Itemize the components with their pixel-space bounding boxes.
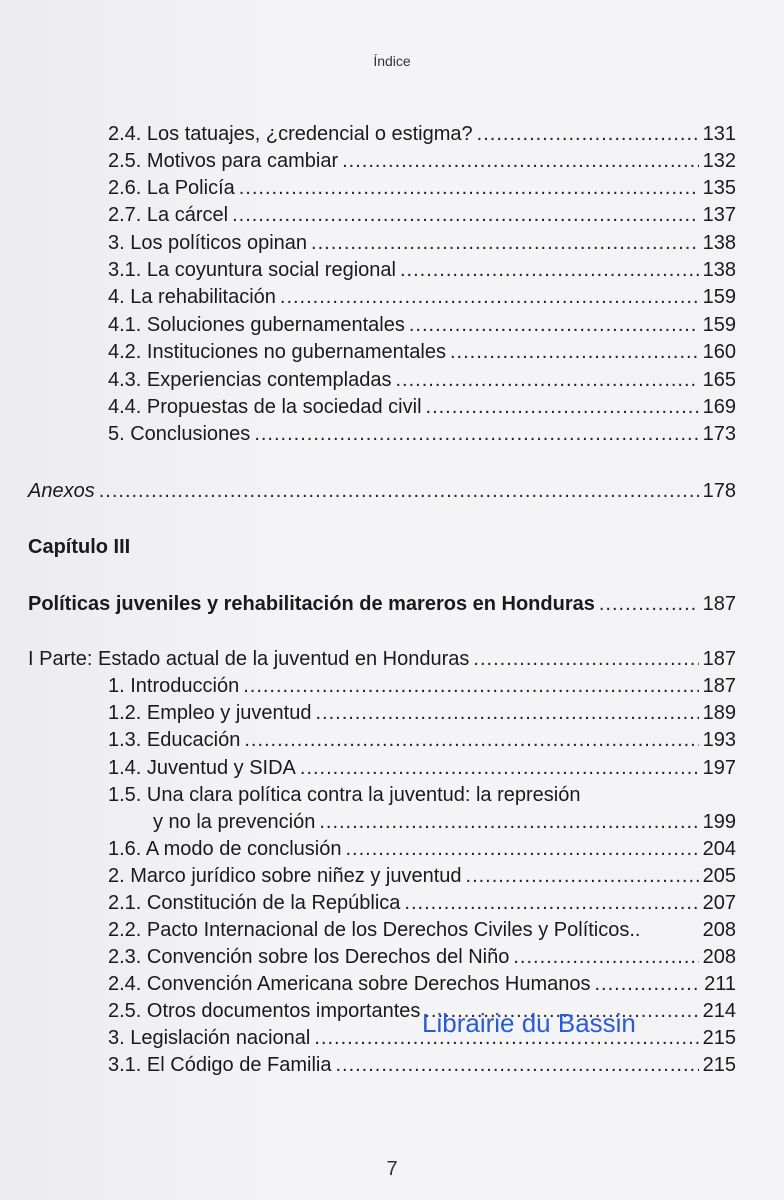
toc-entry-label: 2.6. La Policía — [108, 177, 235, 199]
toc-entry-label: 4. La rehabilitación — [108, 286, 276, 308]
toc-entry — [108, 202, 736, 228]
toc-leader — [450, 339, 699, 365]
toc-leader — [311, 230, 699, 256]
toc-entry-label: Políticas juveniles y rehabilitación de mareros en Honduras — [28, 593, 595, 615]
toc-entry-page: 137 — [702, 204, 736, 226]
toc-entry-page: 214 — [702, 1000, 736, 1022]
toc-leader — [513, 944, 698, 970]
toc-leader — [599, 591, 699, 617]
toc-entry — [108, 700, 736, 726]
toc-leader — [396, 367, 699, 393]
toc-entry-chapter-title — [28, 591, 736, 617]
toc-leader — [239, 175, 699, 201]
toc-entry-label: 1.3. Educación — [108, 729, 241, 751]
toc-entry — [108, 257, 736, 283]
toc-leader — [280, 284, 699, 310]
toc-entry-part — [28, 646, 736, 672]
toc-entry-label-line2: y no la prevención — [153, 811, 316, 833]
toc-entry-page: 187 — [702, 593, 736, 615]
toc-leader — [346, 836, 699, 862]
toc-leader — [342, 148, 699, 174]
toc-leader — [404, 890, 698, 916]
toc-entry-label: 2.4. Convención Americana sobre Derechos Humanos — [108, 973, 591, 995]
toc-entry-label: 2.4. Los tatuajes, ¿credencial o estigma? — [108, 123, 473, 145]
toc-entry — [108, 121, 736, 147]
toc-entry-label: 2.1. Constitución de la República — [108, 892, 401, 914]
toc-entry — [153, 809, 736, 835]
toc-entry-label: 2.5. Otros documentos importantes — [108, 1000, 421, 1022]
toc-entry-page: 159 — [702, 286, 736, 308]
toc-entry-label: 5. Conclusiones — [108, 423, 251, 445]
toc-entry-label: 2.7. La cárcel — [108, 204, 229, 226]
toc-leader — [477, 121, 699, 147]
toc-entry-page: 207 — [702, 892, 736, 914]
toc-entry-page: 197 — [702, 757, 736, 779]
toc-leader — [300, 755, 699, 781]
watermark: Librairie du Bassin — [422, 1008, 636, 1038]
toc-entry-page: 189 — [702, 702, 736, 724]
toc-entry — [108, 284, 736, 310]
toc-leader — [466, 863, 699, 889]
toc-leader — [594, 971, 700, 997]
toc-entry-page: 178 — [702, 480, 736, 502]
toc-entry-page: 187 — [702, 675, 736, 697]
toc-entry-page: 208 — [702, 919, 736, 941]
toc-entry-page: 208 — [702, 946, 736, 968]
toc-entry-page: 205 — [702, 865, 736, 887]
toc-leader — [232, 202, 699, 228]
toc-entry — [108, 944, 736, 970]
toc-entry-page: 204 — [702, 838, 736, 860]
toc-entry-label: I Parte: Estado actual de la juventud en Honduras — [28, 648, 470, 670]
toc-entry — [108, 1052, 736, 1078]
toc-entry — [108, 339, 736, 365]
page-number: 7 — [386, 1158, 398, 1180]
toc-entry — [108, 230, 736, 256]
toc-entry — [108, 175, 736, 201]
toc-entry-page: 138 — [702, 232, 736, 254]
toc-entry-label: 4.1. Soluciones gubernamentales — [108, 314, 405, 336]
toc-entry — [108, 863, 736, 889]
toc-entry — [108, 836, 736, 862]
toc-leader — [473, 646, 698, 672]
toc-entry — [108, 890, 736, 916]
toc-entry — [108, 421, 736, 447]
toc-entry-label: 2.3. Convención sobre los Derechos del Niño — [108, 946, 510, 968]
toc-entry-page: 169 — [702, 396, 736, 418]
toc-entry-page: 159 — [702, 314, 736, 336]
toc-entry-label: 4.2. Instituciones no gubernamentales — [108, 341, 446, 363]
toc-entry-page: 173 — [702, 423, 736, 445]
toc-entry-page: 211 — [704, 973, 736, 995]
toc-leader — [244, 727, 698, 753]
toc-entry-page: 199 — [702, 811, 736, 833]
toc-entry-label: Anexos — [28, 480, 95, 502]
toc-entry — [108, 312, 736, 338]
toc-entry-anexos — [28, 478, 736, 504]
toc-entry-page: 215 — [702, 1027, 736, 1049]
toc-leader — [315, 700, 698, 726]
toc-leader — [409, 312, 699, 338]
toc-entry-label: 1.6. A modo de conclusión — [108, 838, 342, 860]
toc-leader — [426, 394, 699, 420]
toc-entry-page: 138 — [702, 259, 736, 281]
toc-entry-label: 1.4. Juventud y SIDA — [108, 757, 296, 779]
toc-leader — [243, 673, 698, 699]
toc-entry-label: 1.2. Empleo y juventud — [108, 702, 312, 724]
page-header: Índice — [373, 53, 411, 69]
toc-entry-page: 131 — [702, 123, 736, 145]
toc-leader — [400, 257, 699, 283]
toc-entry-page: 160 — [702, 341, 736, 363]
toc-leader — [99, 478, 699, 504]
toc-entry-label: 4.4. Propuestas de la sociedad civil — [108, 396, 422, 418]
toc-entry-label: 3. Legislación nacional — [108, 1027, 311, 1049]
toc-entry-label: 4.3. Experiencias contempladas — [108, 369, 392, 391]
toc-entry-page: 215 — [702, 1054, 736, 1076]
toc-entry — [108, 394, 736, 420]
toc-entry-page: 132 — [702, 150, 736, 172]
toc-entry-label: 2.5. Motivos para cambiar — [108, 150, 339, 172]
toc-entry-label-line1: 1.5. Una clara política contra la juventud: la represión — [108, 784, 581, 806]
toc-entry-page: 187 — [702, 648, 736, 670]
toc-entry-label: 1. Introducción — [108, 675, 240, 697]
toc-entry — [108, 727, 736, 753]
toc-entry-label: 3. Los políticos opinan — [108, 232, 308, 254]
toc-leader — [335, 1052, 698, 1078]
toc-entry-page: 135 — [702, 177, 736, 199]
chapter-heading: Capítulo III — [28, 536, 131, 558]
toc-entry — [108, 755, 736, 781]
toc-entry-label: 2. Marco jurídico sobre niñez y juventud — [108, 865, 462, 887]
toc-entry-page: 193 — [702, 729, 736, 751]
toc-entry-label: 3.1. La coyuntura social regional — [108, 259, 396, 281]
toc-entry-label: 3.1. El Código de Familia — [108, 1054, 332, 1076]
toc-leader — [254, 421, 698, 447]
toc-entry — [108, 971, 736, 997]
toc-leader — [319, 809, 698, 835]
toc-entry-page: 165 — [702, 369, 736, 391]
toc-entry — [108, 367, 736, 393]
toc-entry — [108, 917, 736, 943]
toc-entry-label: 2.2. Pacto Internacional de los Derechos Civiles y Políticos.. — [108, 919, 641, 941]
toc-entry — [108, 673, 736, 699]
toc-entry — [108, 148, 736, 174]
